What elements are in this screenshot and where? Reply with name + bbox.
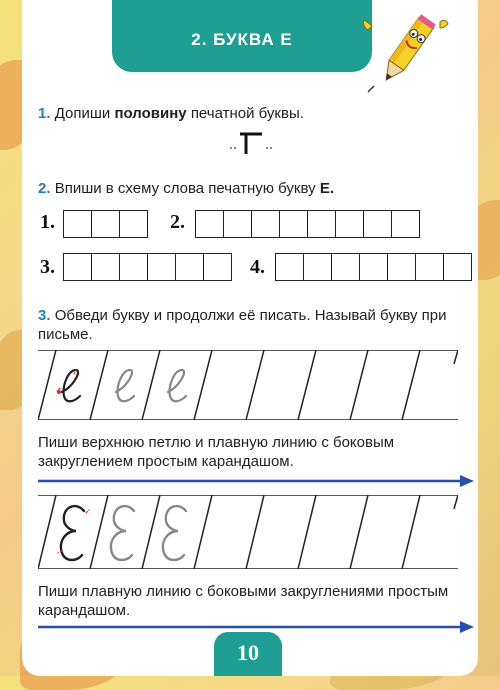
task-text: Впиши в схему слова печатную букву bbox=[54, 180, 316, 197]
scheme-label: 3. bbox=[40, 256, 55, 278]
writing-strip-small-e[interactable] bbox=[38, 350, 458, 420]
arrow-icon bbox=[38, 474, 474, 488]
scheme-cell[interactable] bbox=[308, 211, 336, 237]
task-3 bbox=[38, 306, 468, 344]
task-number: 2. bbox=[38, 180, 51, 197]
scheme-cell[interactable] bbox=[276, 254, 304, 280]
scheme-cell[interactable] bbox=[364, 211, 392, 237]
scheme-cell[interactable] bbox=[416, 254, 444, 280]
scheme-cell[interactable] bbox=[224, 211, 252, 237]
scheme-cell[interactable] bbox=[64, 211, 92, 237]
word-scheme-1[interactable] bbox=[63, 210, 148, 238]
scheme-label: 1. bbox=[40, 211, 55, 233]
scheme-label: 2. bbox=[170, 211, 185, 233]
page-title: 2. БУКВА Е bbox=[191, 30, 293, 49]
task-text-bold: половину bbox=[114, 105, 187, 122]
task-number: 1. bbox=[38, 105, 51, 122]
pencil-mascot-icon bbox=[360, 8, 450, 98]
task-text: Допиши bbox=[54, 105, 111, 122]
task-2 bbox=[38, 179, 334, 198]
letter-e-samples bbox=[57, 370, 186, 401]
half-letter-e[interactable] bbox=[226, 128, 276, 154]
task-number: 3. bbox=[38, 307, 51, 324]
word-scheme-2[interactable] bbox=[195, 210, 420, 238]
scheme-cell[interactable] bbox=[176, 254, 204, 280]
scheme-cell[interactable] bbox=[120, 254, 148, 280]
scheme-cell[interactable] bbox=[204, 254, 231, 280]
task-text: печатной буквы. bbox=[190, 105, 304, 122]
page-number: 10 bbox=[214, 632, 282, 676]
scheme-label: 4. bbox=[250, 256, 265, 278]
scheme-cell[interactable] bbox=[252, 211, 280, 237]
scheme-cell[interactable] bbox=[120, 211, 147, 237]
word-scheme-4[interactable] bbox=[275, 253, 472, 281]
hint-1: Пиши верхнюю петлю и плавную линию с боковым закруглением простым карандашом. bbox=[38, 434, 395, 470]
scheme-cell[interactable] bbox=[148, 254, 176, 280]
scheme-cell[interactable] bbox=[392, 211, 419, 237]
task-letter: Е. bbox=[319, 180, 334, 197]
scheme-cell[interactable] bbox=[64, 254, 92, 280]
task-text: Обведи букву и продолжи её писать. Называй букву при письме. bbox=[38, 307, 447, 343]
scheme-cell[interactable] bbox=[336, 211, 364, 237]
scheme-cell[interactable] bbox=[92, 211, 120, 237]
scheme-cell[interactable] bbox=[388, 254, 416, 280]
task-1 bbox=[38, 104, 304, 123]
scheme-cell[interactable] bbox=[92, 254, 120, 280]
word-scheme-3[interactable] bbox=[63, 253, 232, 281]
hint-2: Пиши плавную линию с боковыми закруглениями простым карандашом. bbox=[38, 583, 449, 619]
capital-e-samples bbox=[58, 506, 186, 560]
scheme-cell[interactable] bbox=[444, 254, 471, 280]
scheme-cell[interactable] bbox=[304, 254, 332, 280]
writing-strip-capital-e[interactable] bbox=[38, 495, 458, 569]
scheme-cell[interactable] bbox=[280, 211, 308, 237]
scheme-cell[interactable] bbox=[332, 254, 360, 280]
scheme-cell[interactable] bbox=[360, 254, 388, 280]
scheme-cell[interactable] bbox=[196, 211, 224, 237]
title-banner bbox=[112, 0, 372, 72]
